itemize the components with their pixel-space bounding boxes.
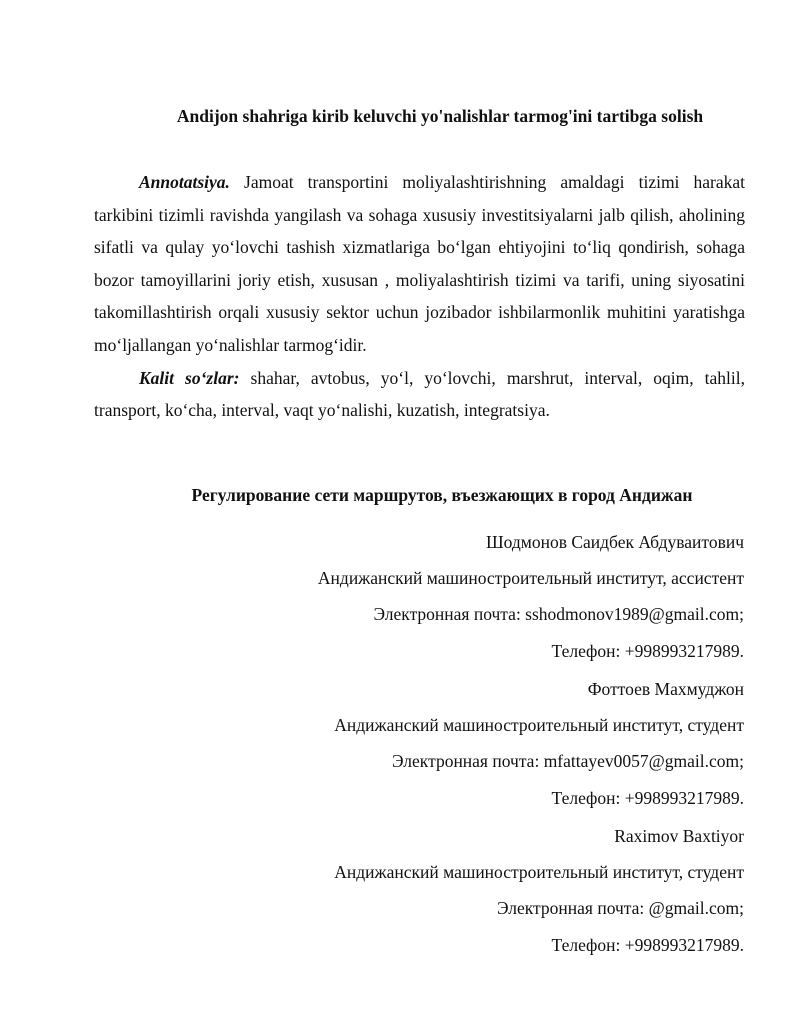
author-block: [334, 824, 744, 969]
title-uzbek: Andijon shahriga kirib keluvchi yo'nalishlar tarmog'ini tartibga solish: [176, 106, 704, 126]
author-affiliation: Андижанский машиностроительный институт, студент: [334, 715, 744, 736]
author-phone: Телефон: +998993217989.: [551, 640, 744, 661]
abstract-label: Annotatsiya.: [139, 172, 230, 192]
author-email: Электронная почта: @gmail.com;: [496, 898, 744, 919]
author-affiliation: Андижанский машиностроительный институт, ассистент: [317, 568, 744, 589]
keywords-text: shahar, avtobus, yo‘l, yo‘lovchi, marshrut, interval, oqim, tahlil, transport, ko‘cha, interval, vaqt yo‘nalishi, kuzatish, integratsiya.: [94, 367, 746, 421]
author-name: Шодмонов Саидбек Абдуваитович: [485, 532, 744, 552]
author-phone: Телефон: +998993217989.: [551, 787, 744, 808]
author-name: Фоттоев Махмуджон: [587, 679, 744, 699]
author-phone: Телефон: +998993217989.: [551, 934, 744, 955]
author-email: Электронная почта: sshodmonov1989@gmail.com;: [373, 604, 744, 625]
keywords-label: Kalit so‘zlar:: [139, 367, 240, 388]
author-block: [318, 530, 744, 675]
title-russian: Регулирование сети маршрутов, въезжающих в город Андижан: [191, 485, 693, 505]
author-email: Электронная почта: mfattayev0057@gmail.com;: [391, 751, 744, 772]
author-block: [334, 677, 744, 822]
author-name: Raximov Baxtiyor: [614, 826, 744, 846]
author-affiliation: Андижанский машиностроительный институт, студент: [334, 862, 744, 883]
abstract-text: Jamoat transportini moliyalashtirishning amaldagi tizimi harakat tarkibini tizimli ravishda yangilash va sohaga xususiy investitsiyalarni jalb qilish, aholining sifatli va qulay yo‘lovchi tashish xizmatlariga bo‘lgan ehtiyojini to‘liq qondirish, sohaga bozor tamoyillarini joriy etish, xususan , moliyalashtirish tizimi va tarifi, uning siyosatini takomillashtirish orqali xususiy sektor uchun jozibador ishbilarmonlik muhitini yaratishga mo‘ljallangan yo‘nalishlar tarmog‘idir.: [94, 172, 745, 355]
abstract-paragraph: [94, 166, 745, 362]
keywords-paragraph: [94, 362, 745, 427]
abstract-section: [94, 166, 745, 427]
